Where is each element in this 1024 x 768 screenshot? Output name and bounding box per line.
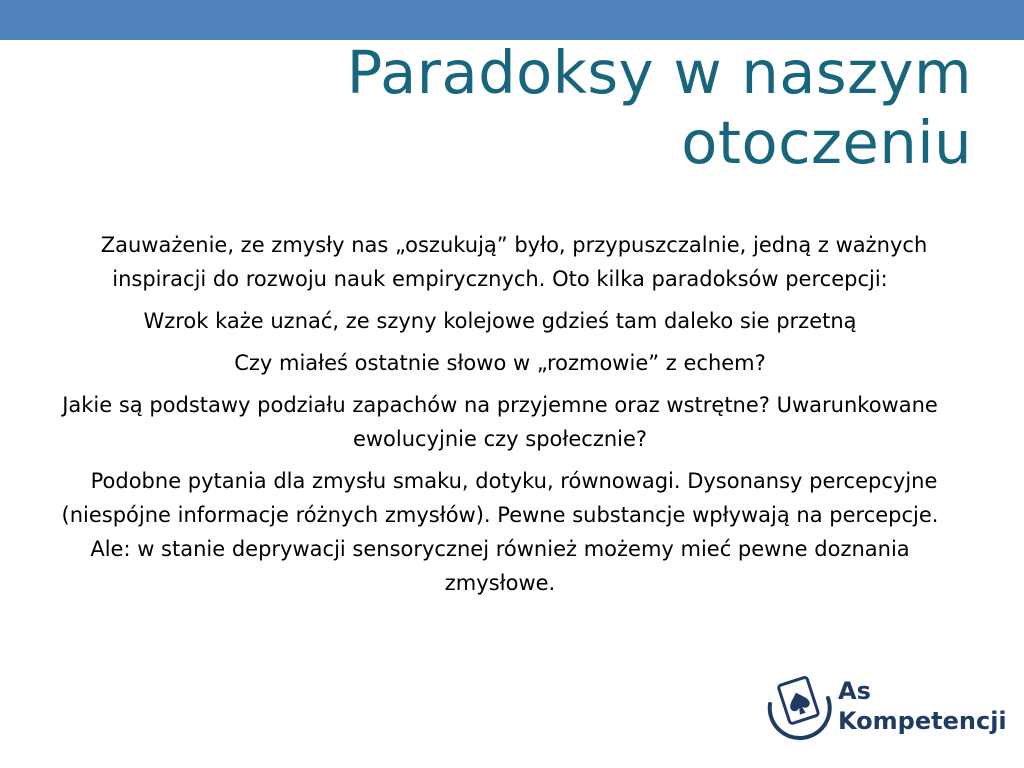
title-line-2: otoczeniu xyxy=(681,108,972,177)
body-paragraph-rails: Wzrok każe uznać, ze szyny kolejowe gdzieś tam daleko sie przetną xyxy=(143,309,857,333)
slide-body xyxy=(40,228,960,608)
body-paragraph-echo: Czy miałeś ostatnie słowo w „rozmowie” z echem? xyxy=(234,351,766,375)
logo xyxy=(764,670,1007,746)
logo-text xyxy=(838,676,1007,736)
card-spade-icon xyxy=(764,670,834,742)
body-paragraph-senses: Podobne pytania dla zmysłu smaku, dotyku, równowagi. Dysonansy percepcyjne (niespójne informacje różnych zmysłów). Pewne substancje wpływają na percepcje. Ale: w stanie deprywacji sensorycznej również możemy mieć pewne doznania zmysłowe. xyxy=(61,469,939,595)
top-accent-bar xyxy=(0,0,1024,40)
title-line-1: Paradoksy w naszym xyxy=(346,38,972,107)
body-paragraph-smells: Jakie są podstawy podziału zapachów na przyjemne oraz wstrętne? Uwarunkowane ewolucyjnie czy społecznie? xyxy=(62,393,938,451)
logo-line-2: Kompetencji xyxy=(838,707,1007,735)
slide-title xyxy=(172,38,972,178)
logo-line-1: As xyxy=(838,677,871,705)
body-paragraph-intro: Zauważenie, ze zmysły nas „oszukują” było, przypuszczalnie, jedną z ważnych inspiracji do rozwoju nauk empirycznych. Oto kilka paradoksów percepcji: xyxy=(100,233,928,291)
